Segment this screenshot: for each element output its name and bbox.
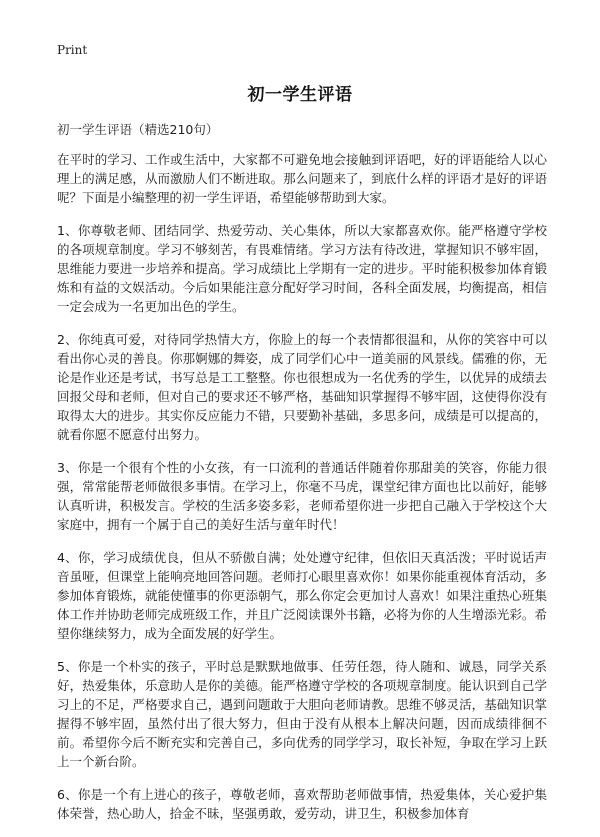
comment-paragraph-4: 4、你，学习成绩优良，但从不骄傲自满；处处遵守纪律，但依旧天真活泼；平时说话声音虽哑，但课堂上能响亮地回答问题。老师打心眼里喜欢你！如果你能重视体育活动，多参加体育锻炼，就能使懂事的你更添朝气，那么你定会更加讨人喜欢！如果注重热心班集体工作并协助老师完成班级工作，并且广泛阅读课外书籍，必将为你的人生增添光彩。希望你继续努力，成为全面发展的好学生。 — [57, 550, 547, 641]
print-link[interactable]: Print — [57, 43, 88, 57]
document-body — [57, 150, 547, 837]
comment-paragraph-2: 2、你纯真可爱，对待同学热情大方，你脸上的每一个表情都很温和，从你的笑容中可以看出你心灵的善良。你那婀娜的舞姿，成了同学们心中一道美丽的风景线。儒雅的你，无论是作业还是考试，书写总是工工整整。你也很想成为一名优秀的学生，以优异的成绩去回报父母和老师，但对自己的要求还不够严格，基础知识掌握得不够牢固，这使得你没有取得太大的进步。其实你反应能力不错，只要勤补基础，多思多问，成绩是可以提高的，就看你愿不愿意付出努力。 — [57, 332, 547, 442]
comment-paragraph-3: 3、你是一个很有个性的小女孩，有一口流利的普通话伴随着你那甜美的笑容，你能力很强，常常能帮老师做很多事情。在学习上，你毫不马虎，课堂纪律方面也比以前好，能够认真听讲，积极发言。学校的生活多姿多彩，老师希望你进一步把自己融入于学校这个大家庭中，拥有一个属于自己的美好生活与童年时代！ — [57, 460, 547, 532]
comment-paragraph-6: 6、你是一个有上进心的孩子，尊敬老师，喜欢帮助老师做事情，热爱集体，关心爱护集体荣誉，热心助人，拾金不昧，坚强勇敢，爱劳动，讲卫生，积极参加体育 — [57, 787, 547, 821]
page-title: 初一学生评语 — [247, 85, 353, 105]
intro-paragraph: 在平时的学习、工作或生活中，大家都不可避免地会接触到评语吧，好的评语能给人以心理上的满足感，从而激励人们不断进取。那么问题来了，到底什么样的评语才是好的评语呢？下面是小编整理的初一学生评语，希望能够帮助到大家。 — [57, 152, 547, 205]
comment-paragraph-5: 5、你是一个朴实的孩子，平时总是默默地做事、任劳任怨，待人随和、诚恳，同学关系好，热爱集体，乐意助人是你的美德。能严格遵守学校的各项规章制度。能认识到自己学习上的不足，严格要求自己，遇到问题敢于大胆向老师请教。思维不够灵活，基础知识掌握得不够牢固，虽然付出了很大努力，但由于没有从根本上解决问题，因而成绩徘徊不前。希望你今后不断充实和完善自己，多向优秀的同学学习，取长补短，争取在学习上跃上一个新台阶。 — [57, 659, 547, 769]
page-subtitle: 初一学生评语（精选210句） — [57, 122, 219, 137]
comment-paragraph-1: 1、你尊敬老师、团结同学、热爱劳动、关心集体，所以大家都喜欢你。能严格遵守学校的各项规章制度。学习不够刻苦，有畏难情绪。学习方法有待改进，掌握知识不够牢固，思维能力要进一步培养和提高。学习成绩比上学期有一定的进步。平时能积极参加体育锻炼和有益的文娱活动。今后如果能注意分配好学习时间，各科全面发展，均衡提高，相信一定会成为一名更加出色的学生。 — [57, 223, 547, 314]
